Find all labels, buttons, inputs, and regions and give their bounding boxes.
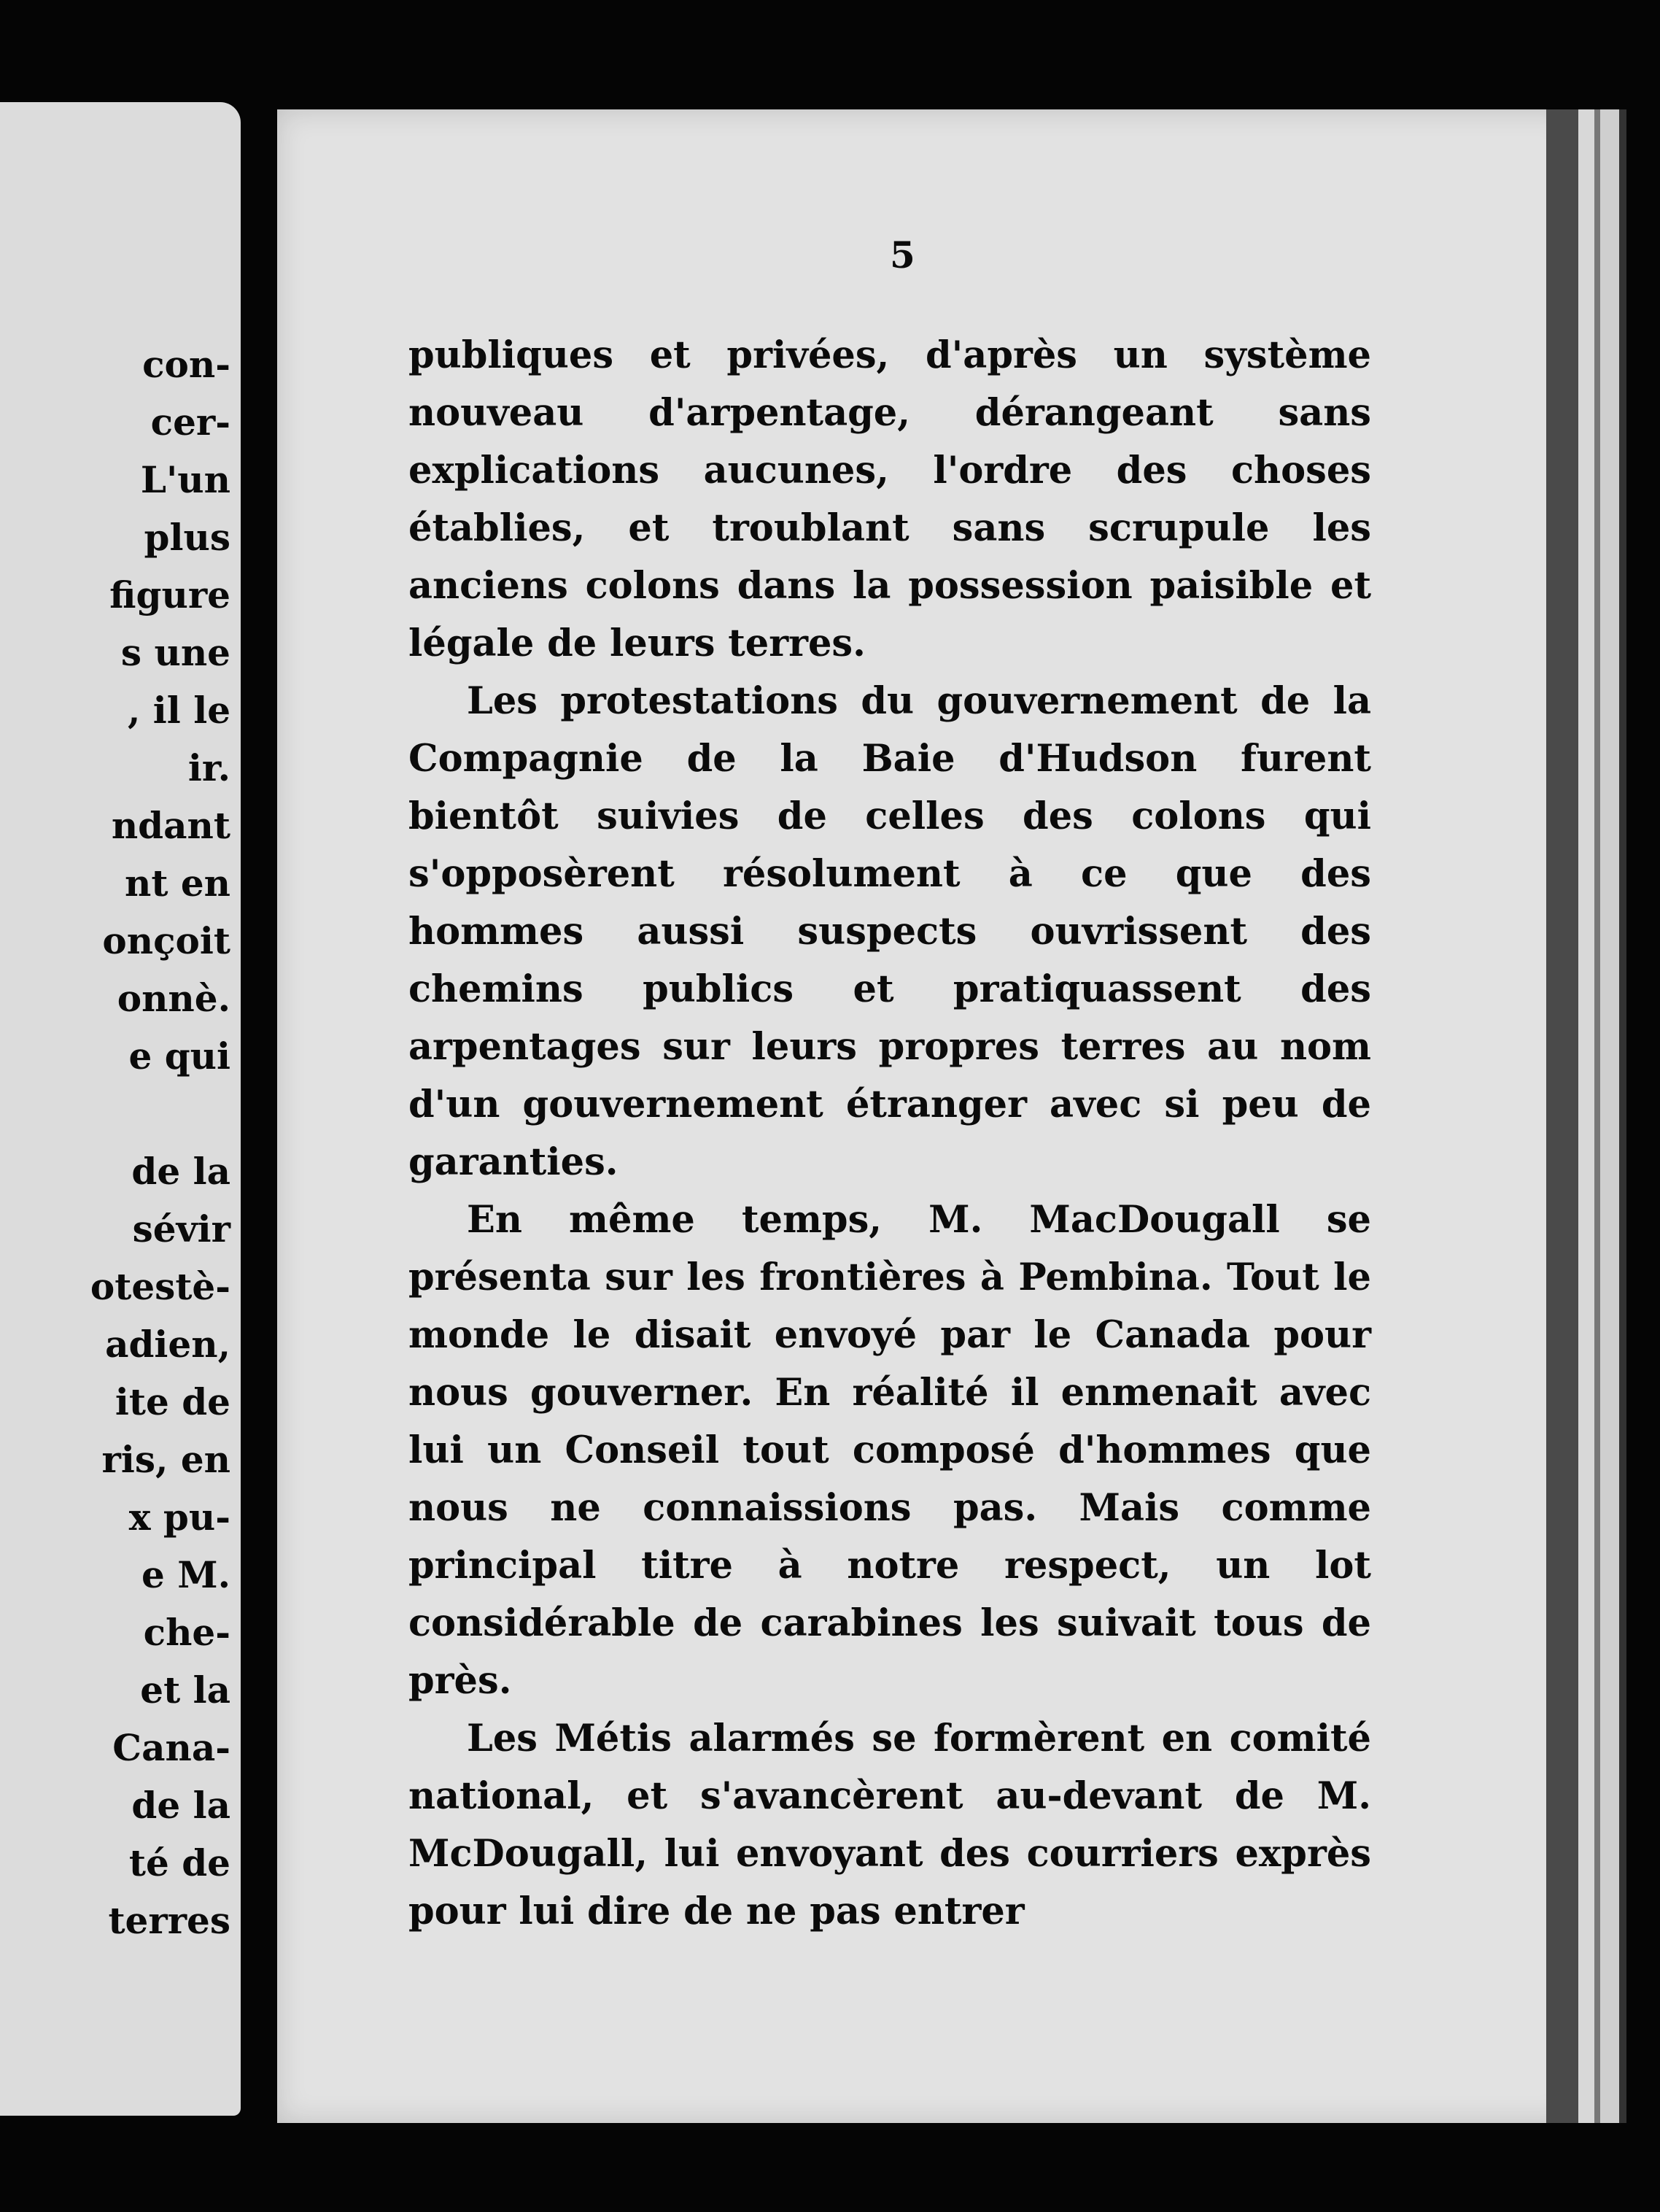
page-edge [1578,109,1594,2123]
left-line [0,1085,230,1142]
left-line: té de [128,1841,230,1884]
page-body [408,327,1371,1941]
left-page-text [0,336,230,1949]
left-line: che- [143,1611,230,1654]
page-edge [1546,109,1578,2123]
paragraph: publiques et privées, d'après un système nouveau d'arpentage, dérangeant sans explications aucunes, l'ordre des choses établies, et troublant sans scrupule les anciens colons dans la possession paisible et légale de leurs terres. [408,333,1371,665]
left-line: , il le [127,689,230,732]
left-line: s une [120,631,230,674]
left-line: sévir [132,1207,230,1250]
paragraph: Les Métis alarmés se formèrent en comité national, et s'avancèrent au-devant de M. McDougall, lui envoyant des courriers exprès pour lui dire de ne pas entrer [408,1717,1371,1933]
paragraph: En même temps, M. MacDougall se présenta sur les frontières à Pembina. Tout le monde le disait envoyé par le Canada pour nous gouverner. En réalité il enmenait avec lui un Conseil tout composé d'hommes que nous ne connaissions pas. Mais comme principal titre à notre respect, un lot considérable de carabines les suivait tous de près. [408,1198,1371,1703]
page-number: 5 [890,233,915,276]
left-line: x pu- [128,1496,230,1539]
left-line: et la [140,1668,230,1712]
left-facing-page [0,102,241,2116]
left-line: e M. [141,1553,230,1596]
left-line: otestè- [90,1265,230,1308]
left-line: Cana- [112,1726,230,1769]
left-line: cer- [150,401,230,444]
left-line: L'un [140,458,230,501]
left-line: terres [108,1899,230,1942]
left-line: adien, [105,1323,230,1366]
page-edge [1619,109,1626,2123]
left-line: onçoit [102,919,230,962]
left-line: ndant [111,804,230,847]
left-line: de la [131,1784,230,1827]
left-line: con- [142,343,230,386]
left-line: ite de [115,1380,230,1423]
page-edge [1600,109,1619,2123]
left-line: nt en [124,862,230,905]
left-line: de la [131,1150,230,1193]
left-line: ir. [187,746,230,789]
page-edge [1594,109,1600,2123]
left-line: plus [144,516,230,559]
paragraph: Les protestations du gouvernement de la Compagnie de la Baie d'Hudson furent bientôt suivies de celles des colons qui s'opposèrent résolument à ce que des hommes aussi suspects ouvrissent des chemins publics et pratiquassent des arpentages sur leurs propres terres au nom d'un gouvernement étranger avec si peu de garanties. [408,679,1371,1184]
left-line: ris, en [101,1438,230,1481]
left-line: e qui [128,1035,230,1078]
left-line: figure [109,573,230,616]
left-line: onnè. [117,977,230,1020]
